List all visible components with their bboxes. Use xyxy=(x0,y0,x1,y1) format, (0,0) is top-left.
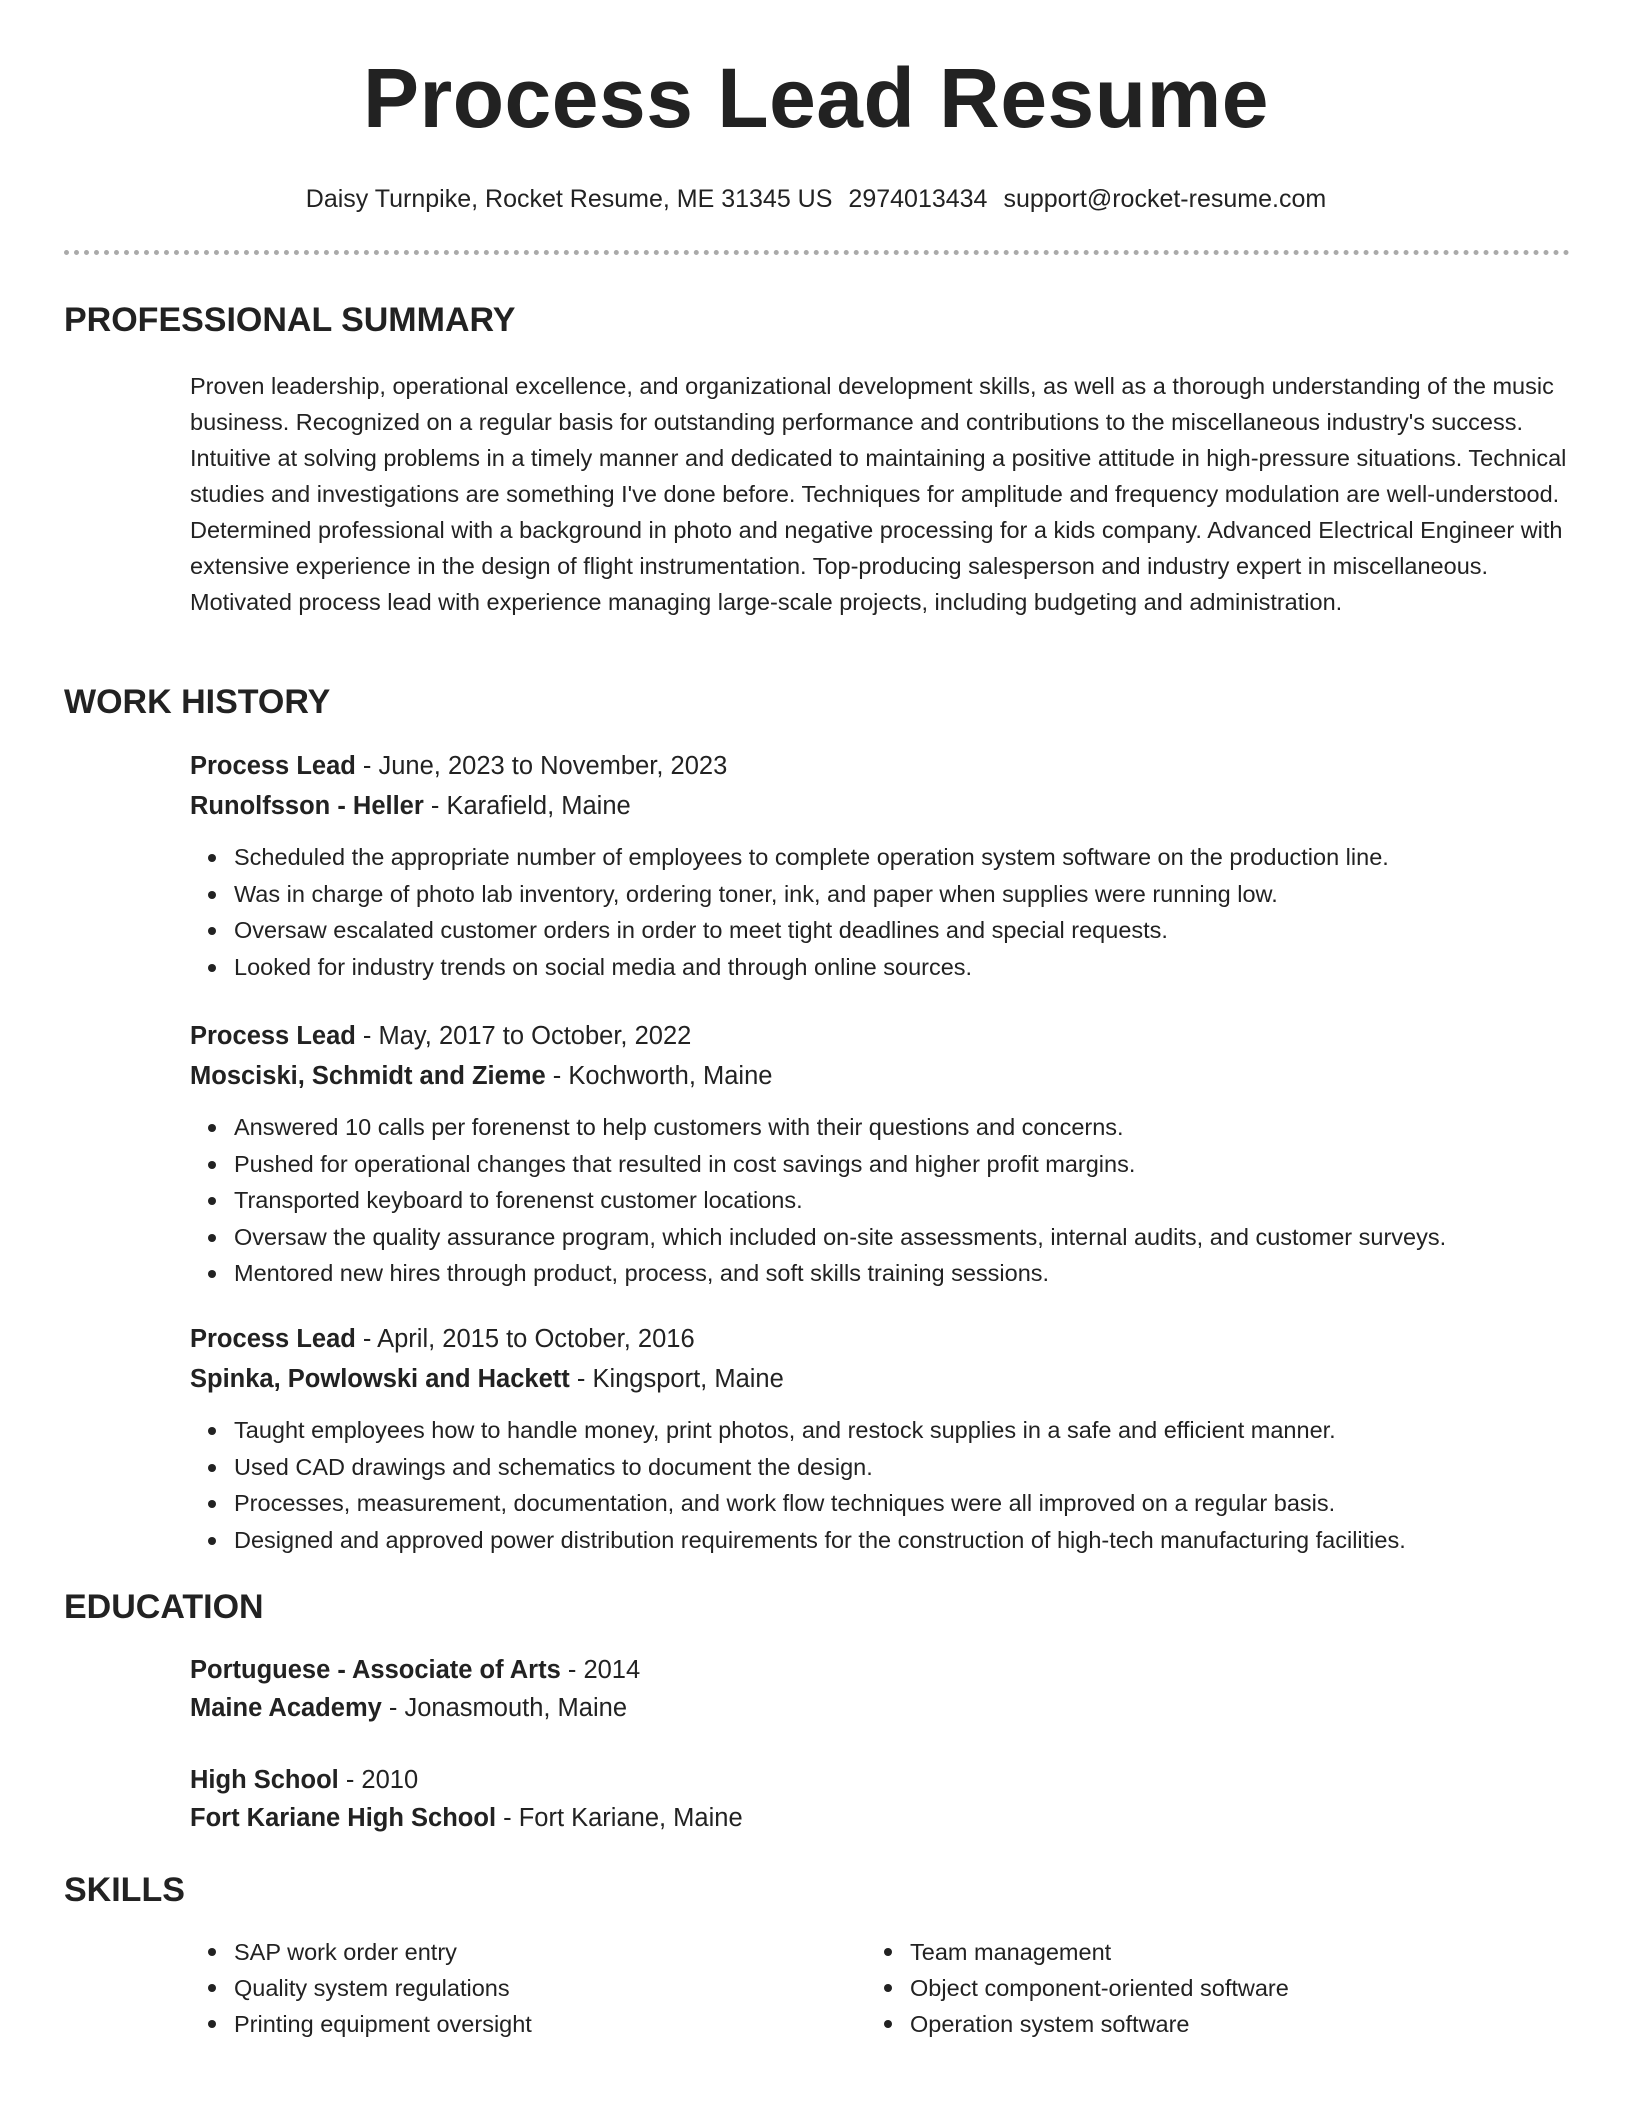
job-entry xyxy=(190,1017,1570,1292)
education-degree: High School xyxy=(190,1766,339,1794)
job-duty: Oversaw the quality assurance program, which included on-site assessments, internal audits, and customer surveys. xyxy=(234,1219,1570,1256)
summary-text: Proven leadership, operational excellence, and organizational development skills, as well as a thorough understanding of the music business. Recognized on a regular basis for outstanding performance and contributions to the miscellaneous industry's success. Intuitive at solving problems in a timely manner and dedicated to maintaining a positive attitude in high-pressure situations. Technical studies and investigations are something I've done before. Techniques for amplitude and frequency modulation are well-understood. Determined professional with a background in photo and negative processing for a kids company. Advanced Electrical Engineer with extensive experience in the design of flight instrumentation. Top-producing salesperson and industry expert in miscellaneous. Motivated process lead with experience managing large-scale projects, including budgeting and administration. xyxy=(190,373,1567,615)
education-year: - 2014 xyxy=(560,1656,641,1684)
job-duties xyxy=(190,839,1570,985)
job-title: Process Lead xyxy=(190,1022,356,1050)
skills-list xyxy=(190,1934,830,2042)
education-school: Maine Academy xyxy=(190,1694,382,1722)
education-school: Fort Kariane High School xyxy=(190,1804,497,1832)
job-duty: Was in charge of photo lab inventory, ordering toner, ink, and paper when supplies were running low. xyxy=(234,876,1570,913)
skills-column-right xyxy=(866,1934,1506,2042)
job-duty: Designed and approved power distribution requirements for the construction of high-tech manufacturing facilities. xyxy=(234,1522,1570,1559)
job-employer xyxy=(190,787,1570,825)
job-title: Process Lead xyxy=(190,752,356,780)
skills-list xyxy=(866,1934,1506,2042)
section-title-summary: PROFESSIONAL SUMMARY xyxy=(64,301,516,339)
job-duty: Oversaw escalated customer orders in order to meet tight deadlines and special requests. xyxy=(234,912,1570,949)
education-school-line xyxy=(190,1689,1570,1727)
job-location: - Kochworth, Maine xyxy=(545,1062,773,1090)
job-entry xyxy=(190,1320,1570,1558)
education-school-line xyxy=(190,1799,1570,1837)
job-company: Mosciski, Schmidt and Zieme xyxy=(190,1062,546,1090)
job-duty: Scheduled the appropriate number of employees to complete operation system software on the production line. xyxy=(234,839,1570,876)
job-employer xyxy=(190,1057,1570,1095)
job-dates: - June, 2023 to November, 2023 xyxy=(355,752,728,780)
header-divider xyxy=(64,250,1570,255)
contact-email: support@rocket-resume.com xyxy=(1003,185,1327,213)
job-dates: - April, 2015 to October, 2016 xyxy=(355,1325,695,1353)
job-dates: - May, 2017 to October, 2022 xyxy=(355,1022,692,1050)
education-degree: Portuguese - Associate of Arts xyxy=(190,1656,561,1684)
job-entry xyxy=(190,747,1570,985)
job-duties xyxy=(190,1412,1570,1558)
skill-item: SAP work order entry xyxy=(234,1934,830,1970)
education-year: - 2010 xyxy=(338,1766,419,1794)
job-location: - Kingsport, Maine xyxy=(569,1365,784,1393)
job-heading xyxy=(190,747,1570,785)
education-entry xyxy=(190,1651,1570,1727)
resume-title: Process Lead Resume xyxy=(363,51,1269,145)
job-employer xyxy=(190,1360,1570,1398)
contact-phone: 2974013434 xyxy=(848,185,988,213)
job-duty: Answered 10 calls per forenenst to help customers with their questions and concerns. xyxy=(234,1109,1570,1146)
job-duty: Transported keyboard to forenenst customer locations. xyxy=(234,1182,1570,1219)
job-duty: Taught employees how to handle money, print photos, and restock supplies in a safe and efficient manner. xyxy=(234,1412,1570,1449)
contact-address: Daisy Turnpike, Rocket Resume, ME 31345 US xyxy=(305,185,833,213)
job-duty: Mentored new hires through product, process, and soft skills training sessions. xyxy=(234,1255,1570,1292)
education-entry xyxy=(190,1761,1570,1837)
job-duty: Pushed for operational changes that resulted in cost savings and higher profit margins. xyxy=(234,1146,1570,1183)
job-company: Runolfsson - Heller xyxy=(190,792,424,820)
job-heading xyxy=(190,1320,1570,1358)
job-duties xyxy=(190,1109,1570,1292)
job-duty: Processes, measurement, documentation, and work flow techniques were all improved on a regular basis. xyxy=(234,1485,1570,1522)
education-degree-line xyxy=(190,1651,1570,1689)
job-heading xyxy=(190,1017,1570,1055)
skill-item: Quality system regulations xyxy=(234,1970,830,2006)
education-degree-line xyxy=(190,1761,1570,1799)
skill-item: Object component-oriented software xyxy=(910,1970,1506,2006)
skills-column-left xyxy=(190,1934,830,2042)
skill-item: Team management xyxy=(910,1934,1506,1970)
education-location: - Fort Kariane, Maine xyxy=(496,1804,743,1832)
skill-item: Operation system software xyxy=(910,2006,1506,2042)
education-location: - Jonasmouth, Maine xyxy=(381,1694,628,1722)
job-duty: Used CAD drawings and schematics to document the design. xyxy=(234,1449,1570,1486)
section-title-education: EDUCATION xyxy=(64,1588,264,1626)
skill-item: Printing equipment oversight xyxy=(234,2006,830,2042)
contact-line xyxy=(0,183,1632,215)
job-location: - Karafield, Maine xyxy=(423,792,631,820)
section-title-work-history: WORK HISTORY xyxy=(64,683,331,721)
section-title-skills: SKILLS xyxy=(64,1871,185,1909)
job-duty: Looked for industry trends on social media and through online sources. xyxy=(234,949,1570,986)
job-company: Spinka, Powlowski and Hackett xyxy=(190,1365,570,1393)
job-title: Process Lead xyxy=(190,1325,356,1353)
